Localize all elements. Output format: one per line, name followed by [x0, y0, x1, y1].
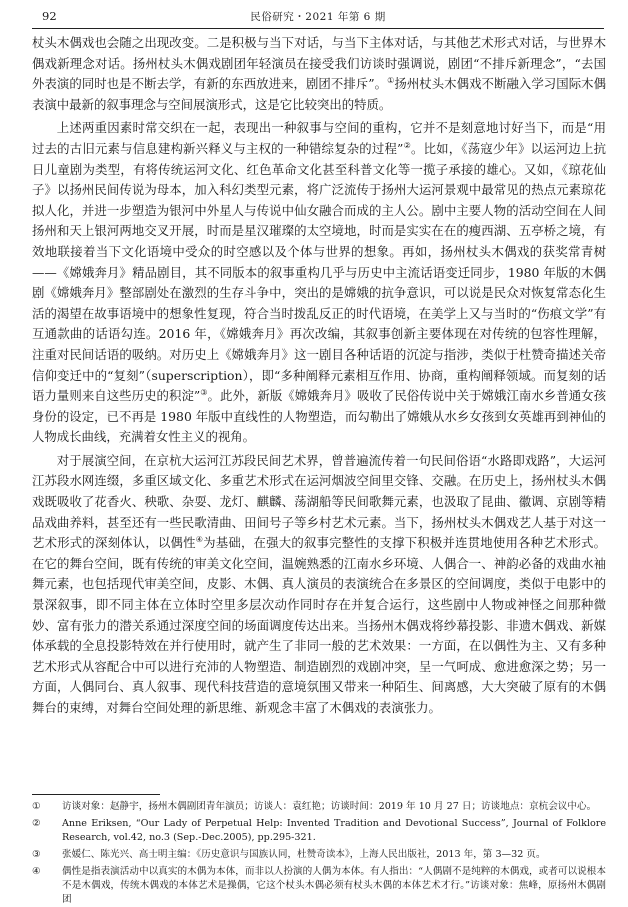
footnote-ref-2[interactable]: ② [403, 140, 411, 150]
footnote-number: ③ [32, 849, 41, 860]
page-header [32, 6, 604, 29]
footnote-3 [32, 848, 606, 862]
footnote-text: 偶性是指表演活动中以真实的木偶为本体，而非以人扮演的人偶为本体。有人指出：“人偶剧不是纯粹的木偶戏，或者可以说根本不是木偶戏，传统木偶戏的本体艺术是操偶，它这个杖头木偶必须有杖头木偶的本体艺术才行。”访谈对象：焦峰，原扬州木偶剧团 [62, 866, 606, 905]
paragraph-2-text-b: 。比如，《荡寇少年》以运河边上抗日儿童剧为类型，有将传统运河文化、红色革命文化甚至科普文化等一揽子承接的雄心。又如，《琼花仙子》以扬州民间传说为母本，加入科幻类型元素，将广泛流传于扬州大运河景观中最常见的热点元素琼花拟人化，并进一步塑造为银河中外星人与传说中仙女融合而成的主人公。剧中主要人物的活动空间在人间扬州和天上银河两地交叉开展，时而是星汉璀璨的太空境地，时而是实实在在的瘦西湖、五亭桥之境，有效地联接着当下文化语境中受众的时空感以及个体与世界的想象。再如，扬州杖头木偶戏的获奖常青树——《嫦娥奔月》精品剧目，其不同版本的叙事重构几乎与历史中主流话语变迁同步，1980 年版的木偶剧《嫦娥奔月》整部剧处在激烈的生存斗争中，突出的是嫦娥的抗争意识，可以说是民众对恢复常态化生活的渴望在故事语境中的想象性复现，符合当时拨乱反正的时代语境，在美学上又与当时的“伤痕文学”有互通款曲的话语勾连。2016 年，《嫦娥奔月》再次改编，其叙事创新主要体现在对传统的包容性理解，注重对民间话语的吸纳。对历史上《嫦娥奔月》这一剧目各种话语的沉淀与指涉，类似于杜赞奇描述关帝信仰变迁中的“复刻”（superscription），即“多种阐释元素相互作用、协商，重构阐释领域。而复刻的话语力量则来自这些历史的积淀” [32, 140, 606, 404]
footnote-4 [32, 865, 606, 907]
journal-title: 民俗研究・2021 年第 6 期 [250, 11, 386, 23]
footnote-ref-4[interactable]: ④ [195, 535, 204, 545]
footnote-ref-1[interactable]: ① [387, 76, 395, 86]
paragraph-3 [32, 451, 606, 719]
paragraph-3-text-a: 对于展演空间，在京杭大运河江苏段民间艺术界，曾普遍流传着一句民间俗语“水路即戏路”，大运河江苏段水网连缀，多重区域文化、多重艺术形式在运河烟波空间里交锋、交融。在历史上，扬州杖头木偶戏既吸收了花香火、秧歌、杂耍、龙灯、麒麟、荡湖船等民间歌舞元素，也汲取了昆曲、徽调、京剧等精品戏曲养料，甚至还有一些民歌清曲、田间号子等乡村艺术元素。当下，扬州杖头木偶戏艺人基于对这一艺术形式的深刻体认，以偶性 [32, 452, 606, 551]
paragraph-1-text-cont: 扬州杖头木偶戏不断融入学习国际木偶表演中最新的叙事理念与空间展演形式，这是它比较突出的特质。 [32, 76, 607, 112]
paragraph-1-text: 杖头木偶戏也会随之出现改变。二是积极与当下对话，与当下主体对话，与其他艺术形式对话，与世界木偶戏新理念对话。扬州杖头木偶戏剧团年轻演员在接受我们访谈时强调说，剧团“不排斥新理念”，“去国外表演的同时也是不断去学，有新的东西放进来，剧团不排斥”。 [32, 35, 606, 92]
footnote-number: ① [32, 801, 41, 812]
paragraph-2-text-c: 。此外，新版《嫦娥奔月》吸收了民俗传说中关于嫦娥江南水乡普通女孩身份的设定，已不再是 1980 年版中直线性的人物塑造，而勾勒出了嫦娥从水乡女孩到女英雄再到神仙的人物成长曲线，充满着女性主义的视角。 [32, 388, 607, 445]
footnote-2 [32, 817, 606, 845]
paragraph-2-text-a: 上述两重因素时常交织在一起，表现出一种叙事与空间的重构，它并不是刻意地讨好当下，而是“用过去的古旧元素与信息建构新兴释义与主权的一种错综复杂的过程” [32, 120, 606, 156]
paragraph-1 [32, 33, 606, 115]
footnote-number: ④ [32, 866, 41, 877]
paragraph-3-text-b: 为基础，在强大的叙事完整性的支撑下积极并连贯地使用各种艺术形式。在它的舞台空间，既有传统的审美文化空间，温婉熟悉的江南水乡环境、人偶合一、神韵必备的戏曲水袖舞元素，也包括现代审美空间，皮影、木偶、真人演员的表演统合在多景区的空间调度，类似于电影中的景深叙事，即不同主体在立体时空里多层次动作同时存在并复合运行，这些剧中人物或神怪之间那种微妙、富有张力的潜关系通过深度空间的场面调度传达出来。当扬州木偶戏将纱幕投影、非遗木偶戏、新媒体承载的全息投影特效在并行使用时，就产生了非同一般的艺术效果：一方面，在以偶性为主、又有多种艺术形式从容配合中可以进行充沛的人物塑造、制造剧烈的戏剧冲突，呈一气呵成、愈进愈深之势；另一方面，人偶同台、真人叙事、现代科技营造的意境氛围又带来一种陌生、间离感，大大突破了原有的木偶舞台的束缚，对舞台空间处理的新思维、新观念丰富了木偶戏的表演张力。 [32, 535, 607, 715]
article-body [32, 33, 606, 719]
footnote-ref-3[interactable]: ③ [200, 387, 208, 397]
paragraph-2 [32, 118, 606, 448]
footnote-text: Anne Eriksen, “Our Lady of Perpetual Help: Invented Tradition and Devotional Success”, Journal of Folklore Research, vol.42, no.3 (Sep.-Dec.2005), pp.295-321. [62, 818, 606, 843]
footnote-text: 访谈对象：赵静宇，扬州木偶剧团青年演员；访谈人：袁红艳；访谈时间：2019 年 10 月 27 日；访谈地点：京杭会议中心。 [62, 801, 597, 812]
footnote-number: ② [32, 818, 41, 829]
page-number: 92 [42, 9, 57, 23]
footnote-divider [32, 794, 160, 795]
footnote-1 [32, 800, 606, 814]
footnotes [32, 800, 606, 907]
footnote-text: 张媛仁、陈光兴、高士明主编：《历史意识与国族认同，杜赞奇读本》，上海人民出版社，2013 年，第 3—32 页。 [62, 849, 546, 860]
